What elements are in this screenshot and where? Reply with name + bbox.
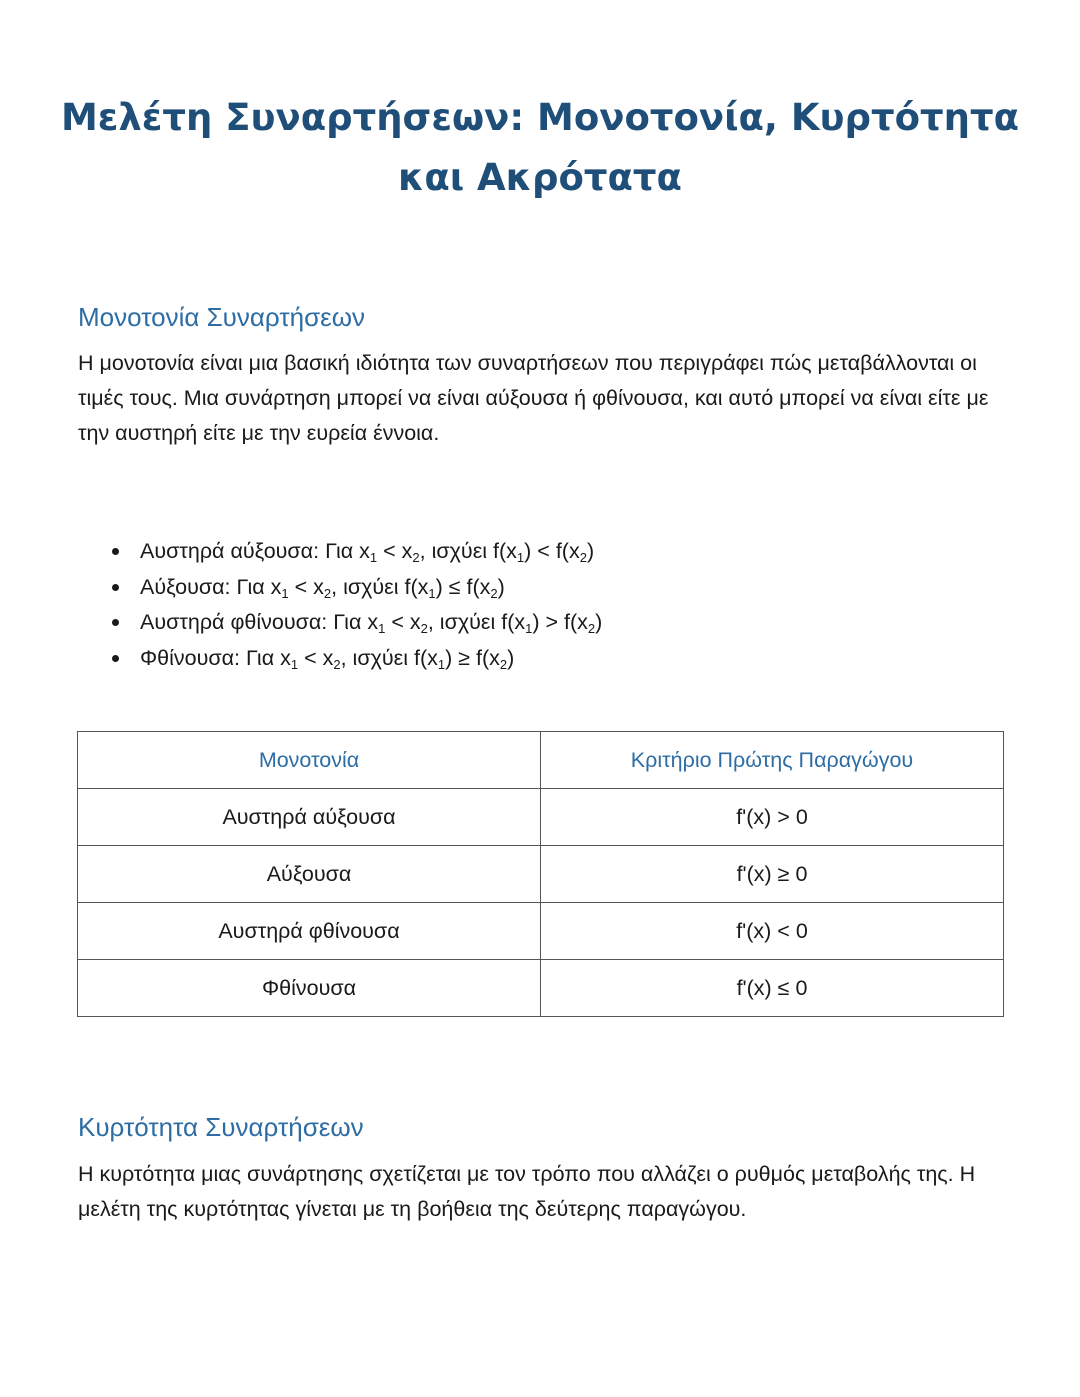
table-row — [78, 960, 1004, 1017]
monotonicity-paragraph: Η μονοτονία είναι μια βασική ιδιότητα των συναρτήσεων που περιγράφει πώς μεταβάλλονται οι τιμές τους. Μια συνάρτηση μπορεί να είναι αύξουσα ή φθίνουσα, και αυτό μπορεί να είναι είτε με την αυστηρή είτε με την ευρεία έννοια. — [78, 351, 989, 445]
convexity-paragraph: Η κυρτότητα μιας συνάρτησης σχετίζεται με τον τρόπο που αλλάζει ο ρυθμός μεταβολής της. Η μελέτη της κυρτότητας γίνεται με τη βοήθεια της δεύτερης παραγώγου. — [78, 1162, 976, 1221]
table-cell: Αύξουσα — [78, 846, 541, 903]
table-cell: f'(x) < 0 — [541, 903, 1004, 960]
table-row — [78, 903, 1004, 960]
page-title-line-1: Μελέτη Συναρτήσεων: Μονοτονία, Κυρτότητα — [60, 96, 1020, 139]
table-cell: f'(x) > 0 — [541, 789, 1004, 846]
table-row — [78, 789, 1004, 846]
list-item: Φθίνουσα: Για $x_1 < x_2$, ισχύει $f(x_1) \ge f(x_2)$ — [110, 641, 602, 677]
list-item: Αυστηρά φθίνουσα: Για $x_1 < x_2$, ισχύει $f(x_1) > f(x_2)$ — [110, 605, 602, 641]
table-cell: Αυστηρά αύξουσα — [78, 789, 541, 846]
table-cell: f'(x) ≤ 0 — [541, 960, 1004, 1017]
monotonicity-heading: Μονοτονία Συναρτήσεων — [78, 302, 366, 332]
list-item: Αύξουσα: Για $x_1 < x_2$, ισχύει $f(x_1) \le f(x_2)$ — [110, 570, 602, 606]
table-cell: Αυστηρά φθίνουσα — [78, 903, 541, 960]
table-cell: Φθίνουσα — [78, 960, 541, 1017]
table-row — [78, 846, 1004, 903]
list-item: Αυστηρά αύξουσα: Για $x_1 < x_2$, ισχύει $f(x_1) < f(x_2)$ — [110, 534, 602, 570]
monotonicity-criteria-table — [77, 731, 1004, 1017]
column-header-first-derivative-criterion: Κριτήριο Πρώτης Παραγώγου — [541, 732, 1004, 789]
page-title-line-2: και Ακρότατα — [398, 156, 682, 199]
table-cell: f'(x) ≥ 0 — [541, 846, 1004, 903]
table-header-row — [78, 732, 1004, 789]
column-header-monotonicity: Μονοτονία — [78, 732, 541, 789]
page-title — [60, 88, 1020, 208]
convexity-heading: Κυρτότητα Συναρτήσεων — [78, 1112, 364, 1142]
monotonicity-definitions-list — [110, 534, 602, 676]
